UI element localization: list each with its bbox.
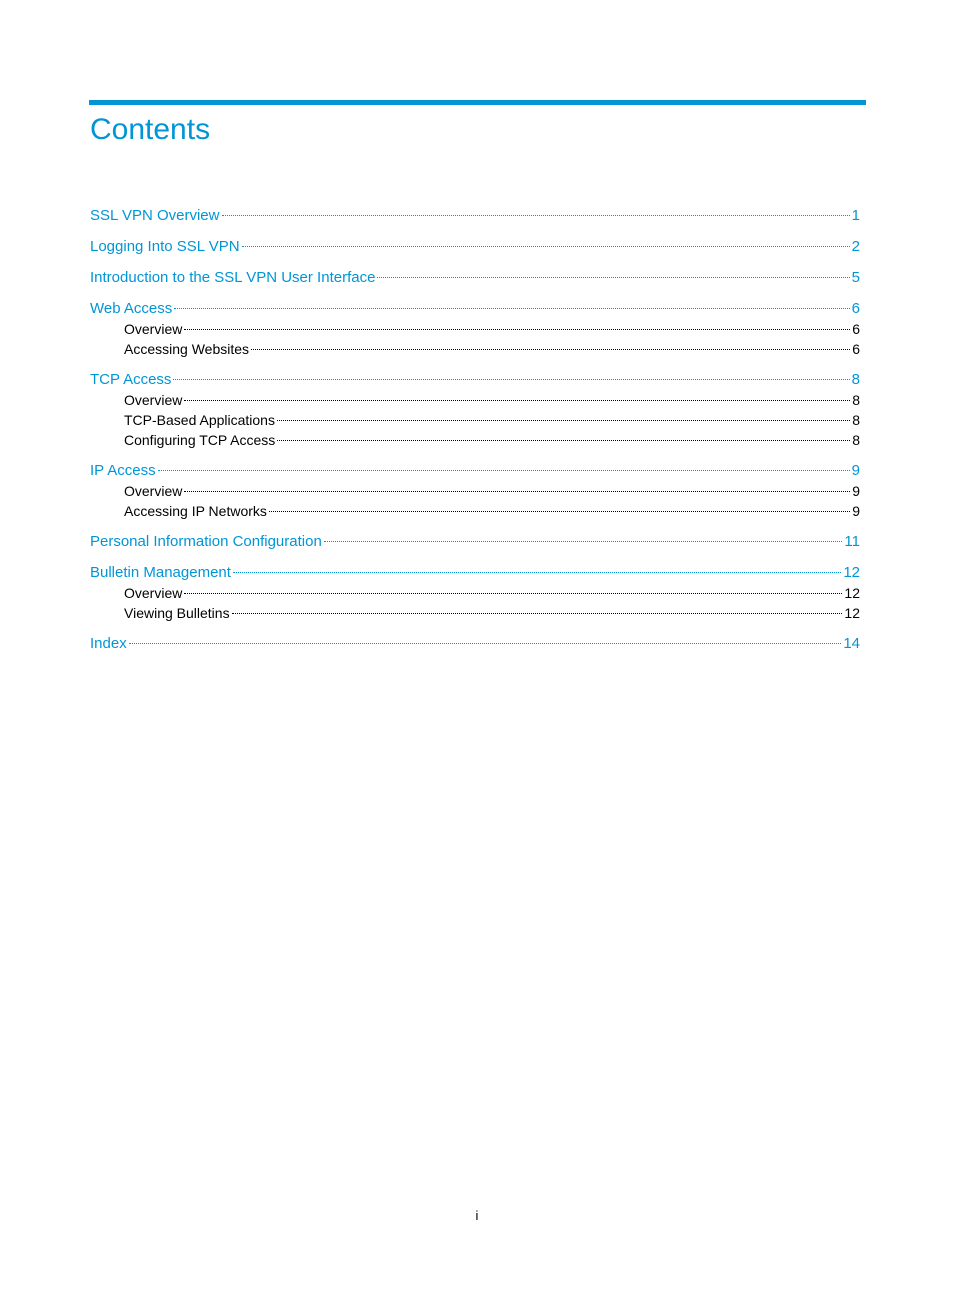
toc-subentry-page: 6 bbox=[852, 341, 860, 357]
dot-leader bbox=[184, 592, 842, 594]
toc-entry-title: TCP Access bbox=[90, 371, 172, 388]
dot-leader bbox=[242, 245, 850, 247]
toc-subentry-page: 12 bbox=[844, 585, 860, 601]
dot-leader bbox=[232, 612, 843, 614]
toc-subentry-page: 12 bbox=[844, 605, 860, 621]
toc-subentry[interactable] bbox=[90, 339, 860, 359]
toc-subentry[interactable] bbox=[90, 583, 860, 603]
toc-entry[interactable] bbox=[90, 267, 860, 288]
toc-section bbox=[90, 369, 860, 450]
toc-subentry-title: Overview bbox=[124, 321, 183, 337]
toc-entry-page: 9 bbox=[851, 462, 860, 479]
toc-subentry[interactable] bbox=[90, 319, 860, 339]
dot-leader bbox=[269, 510, 850, 512]
toc-section bbox=[90, 531, 860, 552]
toc-entry-page: 2 bbox=[851, 238, 860, 255]
dot-leader bbox=[251, 348, 850, 350]
footer-page-number: i bbox=[475, 1208, 479, 1223]
dot-leader bbox=[158, 469, 850, 471]
toc-subentry-page: 9 bbox=[852, 503, 860, 519]
toc-section bbox=[90, 236, 860, 257]
toc-subentry-title: Accessing Websites bbox=[124, 341, 250, 357]
toc-entry[interactable] bbox=[90, 298, 860, 319]
toc-subentry-title: Accessing IP Networks bbox=[124, 503, 267, 519]
toc-section bbox=[90, 460, 860, 521]
toc-section bbox=[90, 298, 860, 359]
toc-subentry[interactable] bbox=[90, 410, 860, 430]
toc-subentry[interactable] bbox=[90, 481, 860, 501]
toc-entry[interactable] bbox=[90, 236, 860, 257]
dot-leader bbox=[173, 378, 849, 380]
header-rule bbox=[89, 100, 866, 105]
dot-leader bbox=[184, 399, 850, 401]
toc-entry-page: 12 bbox=[843, 564, 860, 581]
toc-subentry[interactable] bbox=[90, 430, 860, 450]
toc-entry-title: Index bbox=[90, 635, 127, 652]
dot-leader bbox=[184, 490, 850, 492]
toc-subentry-title: Viewing Bulletins bbox=[124, 605, 230, 621]
toc-subentry-page: 8 bbox=[852, 392, 860, 408]
toc-entry-title: IP Access bbox=[90, 462, 156, 479]
toc-subentry-page: 9 bbox=[852, 483, 860, 499]
toc-entry[interactable] bbox=[90, 369, 860, 390]
toc-subentry-title: TCP-Based Applications bbox=[124, 412, 275, 428]
toc-entry[interactable] bbox=[90, 460, 860, 481]
toc-entry-title: Web Access bbox=[90, 300, 173, 317]
dot-leader bbox=[184, 328, 850, 330]
dot-leader bbox=[174, 307, 849, 309]
toc-subentry[interactable] bbox=[90, 501, 860, 521]
toc-entry-title: SSL VPN Overview bbox=[90, 207, 220, 224]
toc-entry-page: 6 bbox=[851, 300, 860, 317]
toc-subentry[interactable] bbox=[90, 390, 860, 410]
toc-entry[interactable] bbox=[90, 205, 860, 226]
toc-entry-title: Bulletin Management bbox=[90, 564, 231, 581]
toc-entry-title: Logging Into SSL VPN bbox=[90, 238, 240, 255]
toc-section bbox=[90, 205, 860, 226]
toc-entry-page: 14 bbox=[843, 635, 860, 652]
dot-leader bbox=[222, 214, 850, 216]
toc-entry-title: Personal Information Configuration bbox=[90, 533, 322, 550]
toc-entry-page: 1 bbox=[851, 207, 860, 224]
dot-leader bbox=[129, 642, 842, 644]
toc-subentry-page: 8 bbox=[852, 432, 860, 448]
toc-subentry[interactable] bbox=[90, 603, 860, 623]
toc-entry[interactable] bbox=[90, 562, 860, 583]
toc-section bbox=[90, 267, 860, 288]
dot-leader bbox=[277, 419, 850, 421]
toc-entry[interactable] bbox=[90, 531, 860, 552]
toc-entry-page: 11 bbox=[844, 533, 860, 550]
dot-leader bbox=[377, 276, 849, 278]
toc-section bbox=[90, 562, 860, 623]
page-title: Contents bbox=[90, 113, 211, 146]
toc-entry-page: 5 bbox=[851, 269, 860, 286]
dot-leader bbox=[324, 540, 843, 542]
toc-subentry-title: Overview bbox=[124, 483, 183, 499]
dot-leader bbox=[233, 571, 841, 573]
toc-entry[interactable] bbox=[90, 633, 860, 654]
toc-section bbox=[90, 633, 860, 654]
toc-subentry-title: Overview bbox=[124, 392, 183, 408]
toc-entry-page: 8 bbox=[851, 371, 860, 388]
toc-subentry-page: 8 bbox=[852, 412, 860, 428]
toc-entry-title: Introduction to the SSL VPN User Interface bbox=[90, 269, 376, 286]
dot-leader bbox=[277, 439, 850, 441]
toc-subentry-title: Overview bbox=[124, 585, 183, 601]
toc-subentry-title: Configuring TCP Access bbox=[124, 432, 276, 448]
toc-subentry-page: 6 bbox=[852, 321, 860, 337]
table-of-contents bbox=[90, 205, 860, 664]
